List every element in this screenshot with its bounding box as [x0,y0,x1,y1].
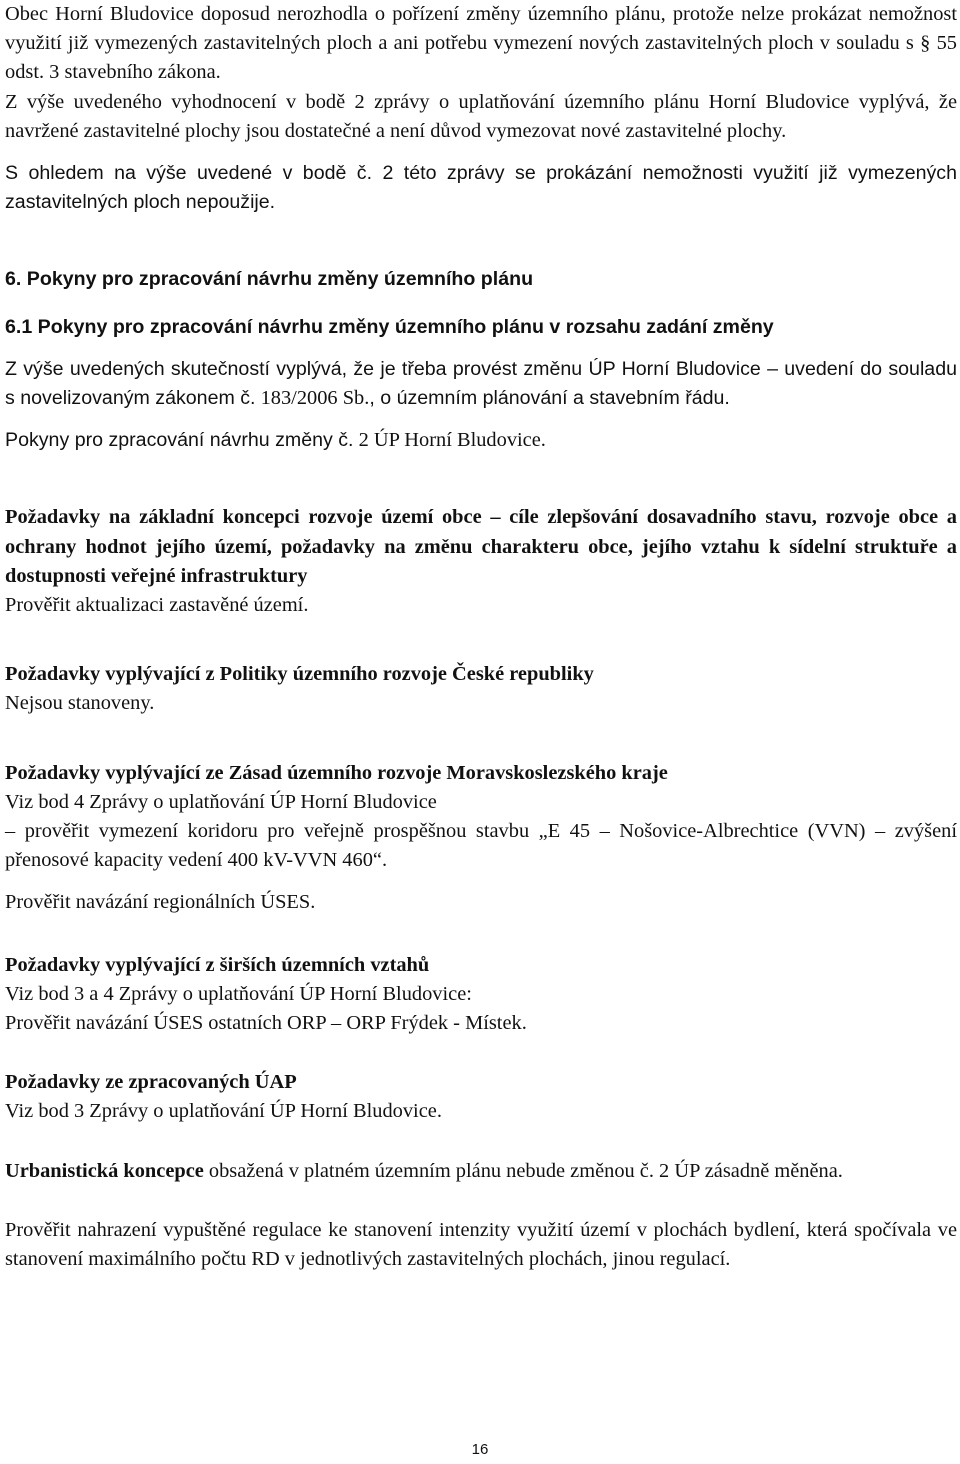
policy-text: Nejsou stanoveny. [5,692,155,715]
section-heading-6 [5,265,957,294]
urban-concept-text: obsažená v platném územním plánu nebude změnou č. 2 ÚP zásadně měněna. [203,1159,843,1182]
paragraph-instructions [5,426,957,455]
document-page [5,0,957,1274]
instructions-text-a: Pokyny pro zpracování návrhu změny č. [5,429,354,452]
section-regional-heading [5,759,957,788]
wider-relations-heading-text: Požadavky vyplývající z širších územních vztahů [5,953,430,976]
urban-concept-bold: Urbanistická koncepce [5,1159,204,1182]
uap-heading-text: Požadavky ze zpracovaných ÚAP [5,1071,297,1094]
regional-line-2: – prověřit vymezení koridoru pro veřejně prospěšnou stavbu „E 45 – Nošovice-Albrechtice (VVN) – zvýšení přenosové kapacity vedení 400 kV-VVN 460“. [5,820,957,872]
section-wider-relations-heading [5,951,957,980]
section-basic-concept-heading [5,503,957,591]
instructions-text-b: 2 ÚP Horní Bludovice. [353,429,546,452]
basic-concept-text: Prověřit aktualizaci zastavěné území. [5,594,309,617]
reference-text-a: S ohledem na výše uvedené v bodě č. [5,162,373,185]
findings-text-b: 183/2006 Sb. [255,387,370,410]
paragraph-regulation: Prověřit nahrazení vypuštěné regulace ke stanovení intenzity využití území v plochách bydlení, která spočívala ve stanovení maximálního počtu RD v jednotlivých zastavitelných plochách, jinou regulací. [5,1218,957,1271]
findings-text-a: Z výše uvedených skutečností vyplývá, že je třeba provést změnu ÚP Horní Bludovice – uvedení do souladu s novelizovaným zákonem č. [5,357,957,410]
policy-heading-text: Požadavky vyplývající z Politiky územního rozvoje České republiky [5,663,594,686]
paragraph-reference [5,159,957,217]
wider-relations-line-2: Prověřit navázání ÚSES ostatních ORP – ORP Frýdek - Místek. [5,1012,527,1035]
uap-text: Viz bod 3 Zprávy o uplatňování ÚP Horní Bludovice. [5,1100,442,1123]
section-uap-heading [5,1068,957,1097]
wider-relations-line-1: Viz bod 3 a 4 Zprávy o uplatňování ÚP Horní Bludovice: [5,982,472,1005]
findings-text-c: , o územním plánování a stavebním řádu. [369,387,730,410]
heading-6-text: 6. Pokyny pro zpracování návrhu změny územního plánu [5,268,534,291]
heading-6-1-text: 6.1 Pokyny pro zpracování návrhu změny územního plánu v rozsahu zadání změny [5,315,774,338]
page-number: 16 [471,1441,489,1458]
regional-heading-text: Požadavky vyplývající ze Zásad územního rozvoje Moravskoslezského kraje [5,761,668,784]
paragraph-findings [5,355,957,413]
paragraph-intro: Obec Horní Bludovice doposud nerozhodla o pořízení změny územního plánu, protože nelze prokázat nemožnost využití již vymezených zastavitelných ploch a ani potřebu vymezení nových zastavitelných ploch v souladu s § 55 odst. 3 stavebního zákona. [5,3,957,84]
basic-concept-heading-text: Požadavky na základní koncepci rozvoje území obce – cíle zlepšování dosavadního stavu, rozvoje obce a ochrany hodnot jejího území, požadavky na změnu charakteru obce, jejího vztahu k sídelní struktuře a dostupnosti veřejné infrastruktury [5,506,957,587]
paragraph-evaluation: Z výše uvedeného vyhodnocení v bodě 2 zprávy o uplatňování územního plánu Horní Bludovice vyplývá, že navržené zastavitelné plochy jsou dostatečné a není důvod vymezovat nové zastavitelné plochy. [5,90,957,142]
section-policy-heading [5,660,957,689]
regional-line-3: Prověřit navázání regionálních ÚSES. [5,891,316,914]
paragraph-urban-concept [5,1157,957,1186]
section-heading-6-1 [5,313,957,342]
regional-line-1: Viz bod 4 Zprávy o uplatňování ÚP Horní Bludovice [5,790,437,813]
reference-text-b: 2 této zprávy se prokázání nemožnosti využití již vymezených zastavitelných ploch nepoužije. [5,162,957,214]
